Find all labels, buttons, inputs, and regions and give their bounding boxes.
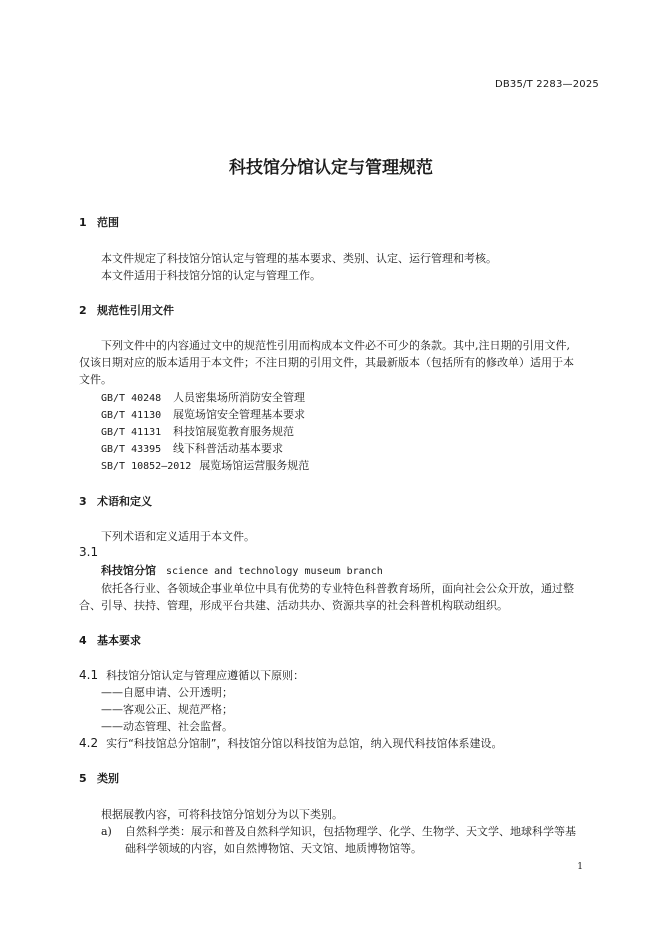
term-english: science and technology museum branch [166, 566, 383, 577]
paragraph-line: 文件。 [79, 373, 112, 386]
reference-title: 展览场馆运营服务规范 [199, 459, 310, 472]
reference-item [101, 406, 305, 422]
paragraph: 本文件适用于科技馆分馆的认定与管理工作。 [101, 269, 321, 282]
section-number: 3 [79, 495, 87, 508]
section-number: 1 [79, 216, 87, 229]
paragraph: 下列术语和定义适用于本文件。 [101, 530, 255, 543]
list-text: 自然科学类：展示和普及自然科学知识，包括物理学、化学、生物学、天文学、地球科学等基 [125, 825, 576, 838]
document-number: DB35/T 2283—2025 [494, 79, 599, 90]
reference-code: SB/T 10852—2012 [101, 461, 192, 472]
list-label: a) [101, 825, 112, 838]
list-item-a [101, 823, 576, 839]
section-4-heading [79, 632, 141, 648]
reference-title: 科技馆展览教育服务规范 [173, 425, 294, 438]
section-2-heading [79, 302, 174, 318]
section-title: 类别 [97, 772, 119, 785]
term-chinese: 科技馆分馆 [101, 564, 156, 577]
section-title: 术语和定义 [97, 495, 152, 508]
section-number: 5 [79, 772, 87, 785]
section-title: 规范性引用文件 [97, 304, 174, 317]
clause-number [79, 545, 106, 559]
section-number: 4 [79, 634, 87, 647]
term-number: 3.1 [79, 545, 99, 559]
section-3-heading [79, 493, 152, 509]
clause-text: 实行“科技馆总分馆制”，科技馆分馆以科技馆为总馆，纳入现代科技馆体系建设。 [106, 737, 503, 750]
reference-title: 人员密集场所消防安全管理 [173, 391, 305, 404]
clause [79, 667, 304, 683]
clause [79, 735, 503, 751]
term-entry [101, 562, 383, 578]
reference-code: GB/T 41130 [101, 410, 162, 421]
reference-title: 展览场馆安全管理基本要求 [173, 408, 305, 421]
paragraph: 根据展教内容，可将科技馆分馆划分为以下类别。 [101, 808, 343, 821]
section-5-heading [79, 770, 119, 786]
section-title: 基本要求 [97, 634, 141, 647]
reference-code: GB/T 41131 [101, 427, 162, 438]
page-number: 1 [577, 862, 583, 872]
clause-text: 科技馆分馆认定与管理应遵循以下原则： [106, 669, 305, 682]
reference-item [101, 440, 283, 456]
paragraph-line: 下列文件中的内容通过文中的规范性引用而构成本文件必不可少的条款。其中,注日期的引用文件, [101, 339, 570, 352]
reference-code: GB/T 43395 [101, 444, 162, 455]
dash-list-item: ——客观公正、规范严格； [101, 703, 233, 716]
reference-code: GB/T 40248 [101, 393, 162, 404]
definition-line: 合、引导、扶持、管理，形成平台共建、活动共办、资源共享的社会科普机构联动组织。 [79, 599, 508, 612]
dash-list-item: ——动态管理、社会监督。 [101, 720, 233, 733]
document-title: 科技馆分馆认定与管理规范 [229, 158, 433, 178]
section-1-heading [79, 214, 119, 230]
definition-line: 依托各行业、各领域企事业单位中具有优势的专业特色科普教育场所，面向社会公众开放，通过整 [101, 582, 574, 595]
list-item-continuation: 础科学领域的内容，如自然博物馆、天文馆、地质博物馆等。 [125, 842, 422, 855]
paragraph: 本文件规定了科技馆分馆认定与管理的基本要求、类别、认定、运行管理和考核。 [101, 252, 497, 265]
paragraph-line: 仅该日期对应的版本适用于本文件；不注日期的引用文件，其最新版本（包括所有的修改单）适用于本 [79, 356, 574, 369]
dash-list-item: ——自愿申请、公开透明； [101, 686, 233, 699]
reference-item [101, 423, 294, 439]
section-number: 2 [79, 304, 87, 317]
reference-title: 线下科普活动基本要求 [173, 442, 283, 455]
section-title: 范围 [97, 216, 119, 229]
clause-number: 4.1 [79, 668, 99, 682]
clause-number: 4.2 [79, 736, 99, 750]
reference-item [101, 389, 305, 405]
reference-item [101, 457, 309, 473]
